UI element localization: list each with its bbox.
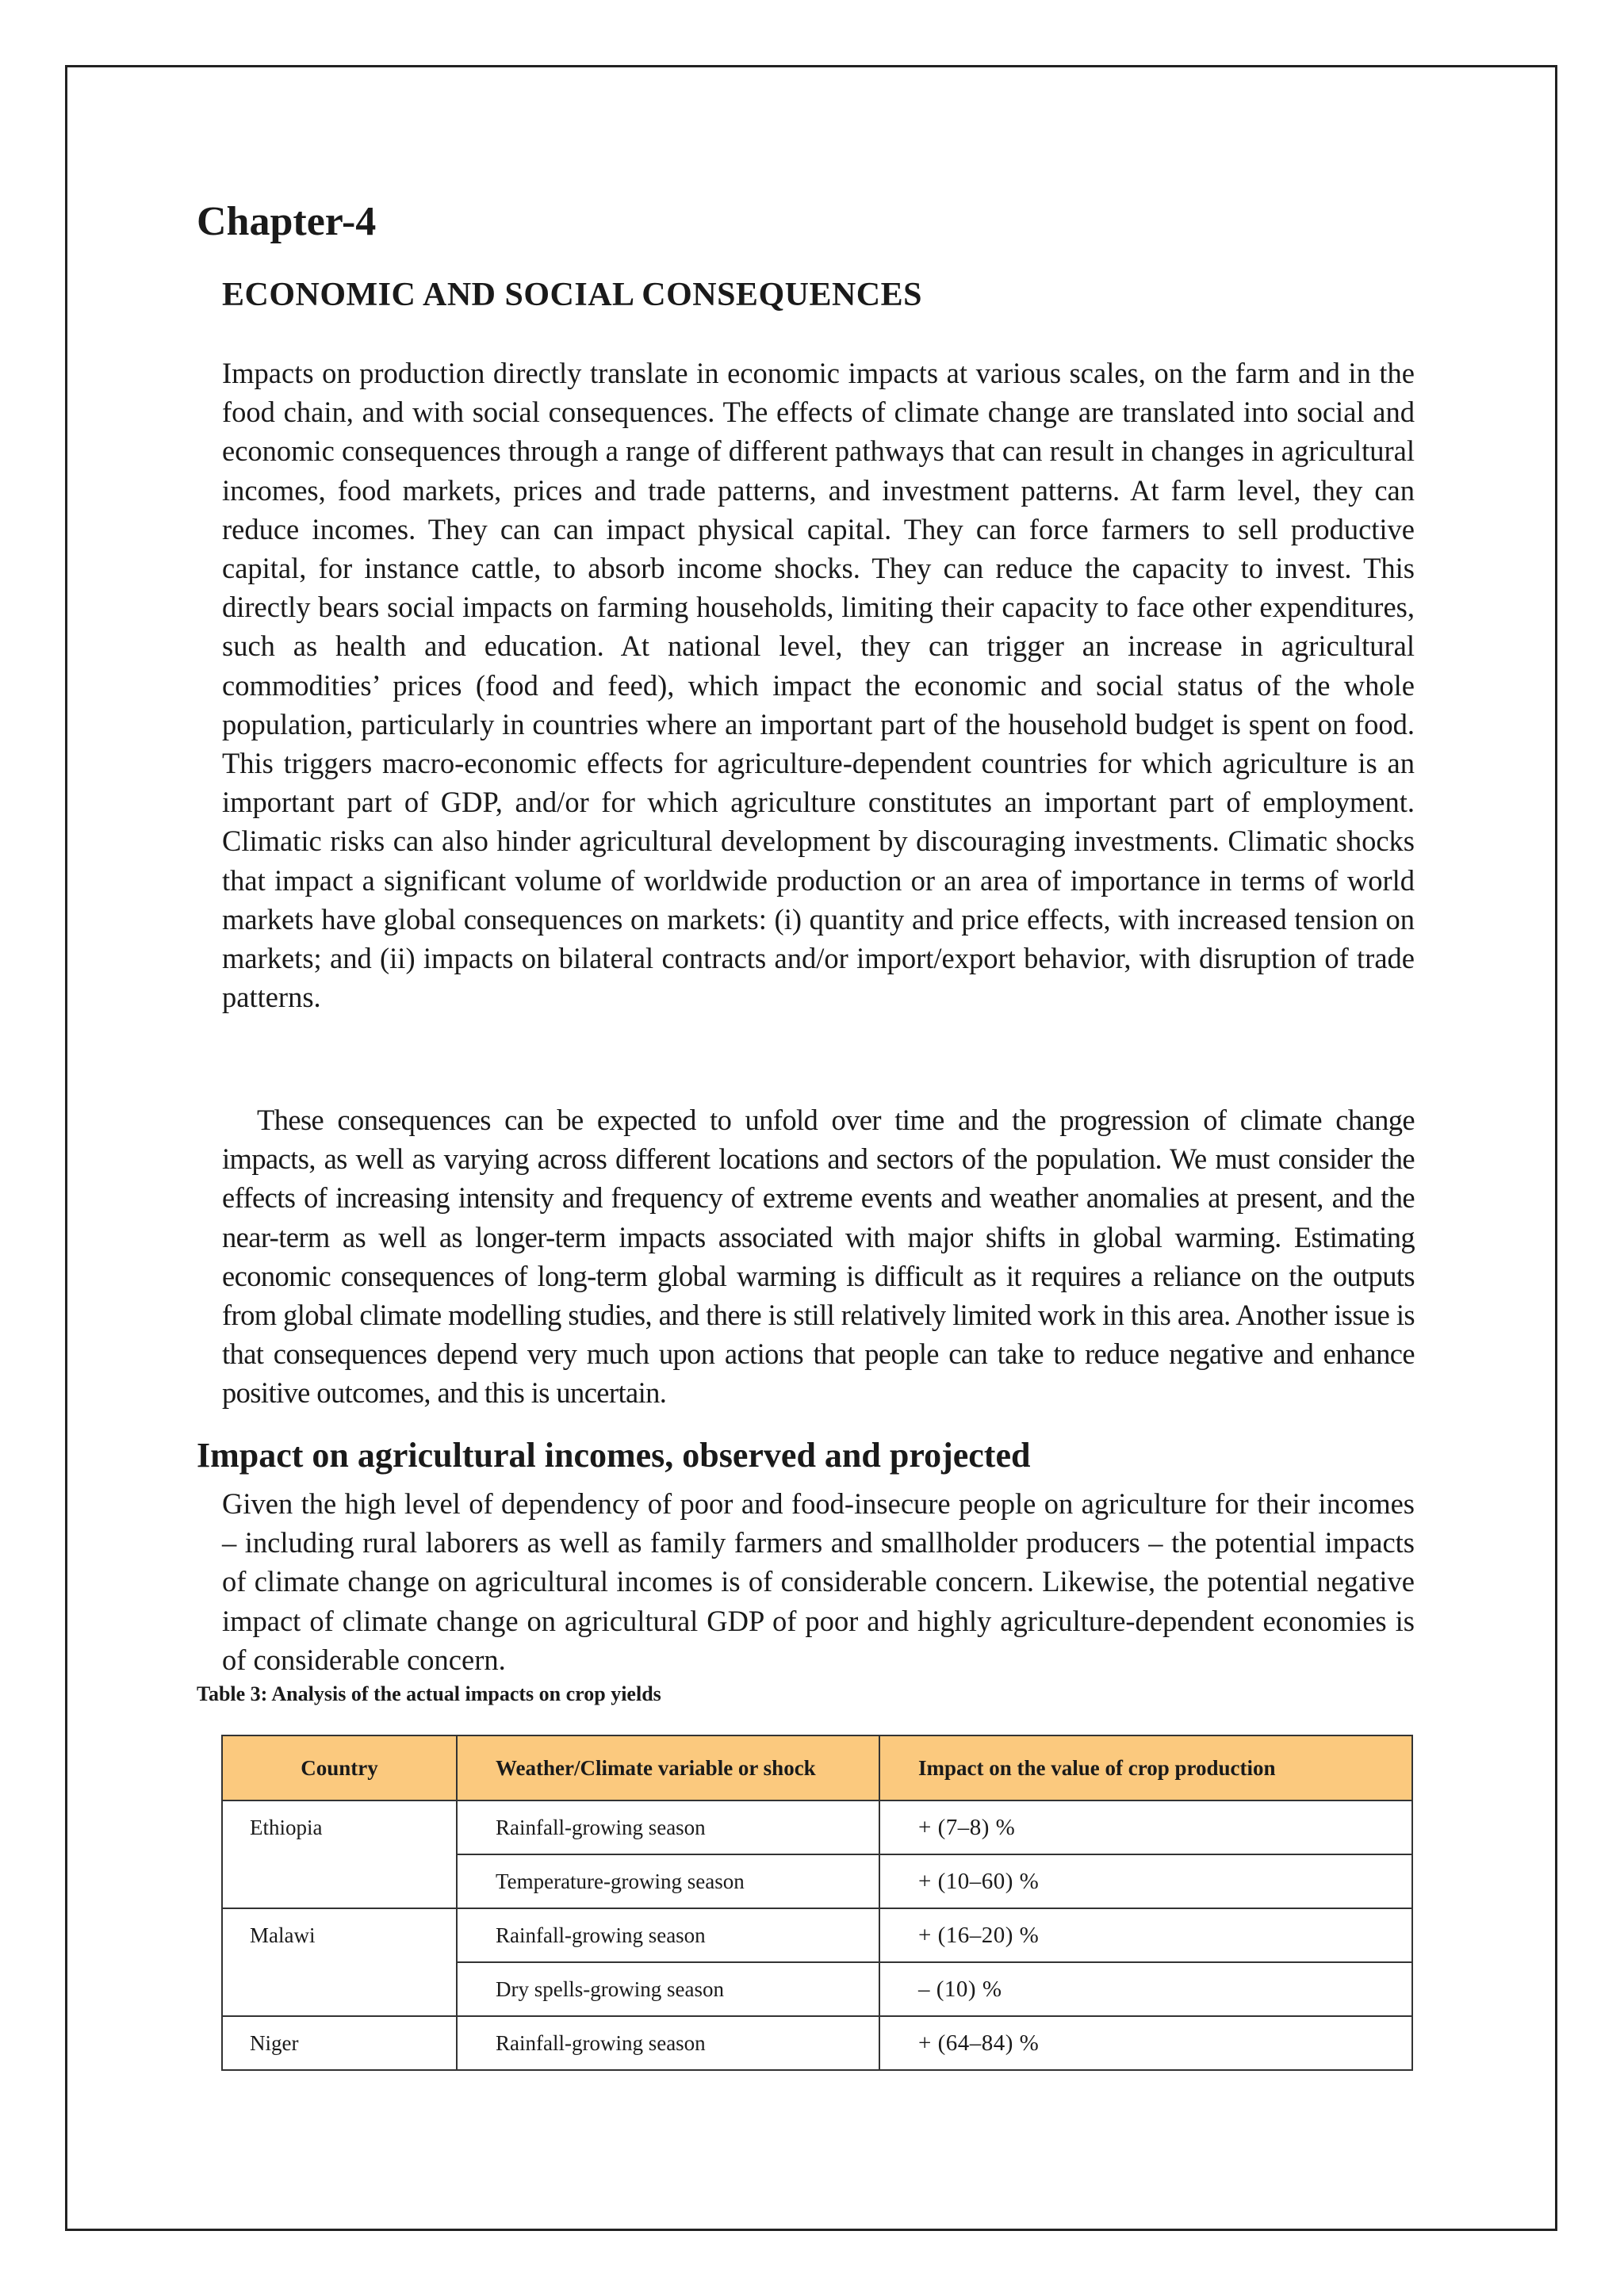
header-country: Country bbox=[222, 1735, 457, 1800]
section-title: ECONOMIC AND SOCIAL CONSEQUENCES bbox=[222, 277, 922, 313]
header-impact: Impact on the value of crop production bbox=[879, 1735, 1412, 1800]
cell-variable: Dry spells-growing season bbox=[457, 1962, 879, 2016]
cell-impact: + (7–8) % bbox=[879, 1800, 1412, 1854]
section-paragraph-1: Impacts on production directly translate in economic impacts at various scales, on the farm and in the food chain, and with social consequences. The effects of climate change are translated into social and economic consequences through a range of different pathways that can result in changes in agricultural incomes, food markets, prices and trade patterns, and investment patterns. At farm level, they can reduce incomes. They can can impact physical capital. They can force farmers to sell productive capital, for instance cattle, to absorb income shocks. They can reduce the capacity to invest. This directly bears social impacts on farming households, limiting their capacity to face other expenditures, such as health and education. At national level, they can trigger an increase in agricultural commodities’ prices (food and feed), which impact the economic and social status of the whole population, particularly in countries where an important part of the household budget is spent on food. This triggers macro-economic effects for agriculture-dependent countries for which agriculture is an important part of GDP, and/or for which agriculture constitutes an important part of employment. Climatic risks can also hinder agricultural development by discouraging investments. Climatic shocks that impact a significant volume of worldwide production or an area of importance in terms of world markets have global consequences on markets: (i) quantity and price effects, with increased tension on markets; and (ii) impacts on bilateral contracts and/or import/export behavior, with disruption of trade patterns. bbox=[222, 357, 1415, 1014]
cell-variable: Temperature-growing season bbox=[457, 1854, 879, 1908]
subsection-paragraph: Given the high level of dependency of poor and food-insecure people on agriculture for their incomes – including rural laborers as well as family farmers and smallholder producers – the potential impacts of climate change on agricultural incomes is of considerable concern. Likewise, the potential negative impact of climate change on agricultural GDP of poor and highly agriculture-dependent economies is of considerable concern. bbox=[222, 1487, 1415, 1676]
cell-country-niger: Niger bbox=[222, 2016, 457, 2070]
crop-yields-table bbox=[221, 1735, 1413, 2071]
cell-variable: Rainfall-growing season bbox=[457, 1908, 879, 1962]
cell-impact: + (10–60) % bbox=[879, 1854, 1412, 1908]
header-variable: Weather/Climate variable or shock bbox=[457, 1735, 879, 1800]
cell-impact: + (16–20) % bbox=[879, 1908, 1412, 1962]
cell-country-ethiopia: Ethiopia bbox=[222, 1800, 457, 1908]
cell-variable: Rainfall-growing season bbox=[457, 2016, 879, 2070]
cell-impact: + (64–84) % bbox=[879, 2016, 1412, 2070]
section-paragraph-2: These consequences can be expected to unfold over time and the progression of climate change impacts, as well as varying across different locations and sectors of the population. We must consider the effects of increasing intensity and frequency of extreme events and weather anomalies at present, and the near-term as well as longer-term impacts associated with major shifts in global warming. Estimating economic consequences of long-term global warming is difficult as it requires a reliance on the outputs from global climate modelling studies, and there is still relatively limited work in this area. Another issue is that consequences depend very much upon actions that people can take to reduce negative and enhance positive outcomes, and this is uncertain. bbox=[222, 1104, 1415, 1410]
table-header-row bbox=[222, 1735, 1412, 1800]
cell-impact: – (10) % bbox=[879, 1962, 1412, 2016]
table-row bbox=[222, 1908, 1412, 1962]
table-row bbox=[222, 1800, 1412, 1854]
chapter-title: Chapter-4 bbox=[197, 199, 377, 244]
cell-country-malawi: Malawi bbox=[222, 1908, 457, 2016]
subsection-title: Impact on agricultural incomes, observed and projected bbox=[197, 1436, 1031, 1475]
table-row bbox=[222, 2016, 1412, 2070]
cell-variable: Rainfall-growing season bbox=[457, 1800, 879, 1854]
table-caption: Table 3: Analysis of the actual impacts on crop yields bbox=[197, 1682, 661, 1705]
